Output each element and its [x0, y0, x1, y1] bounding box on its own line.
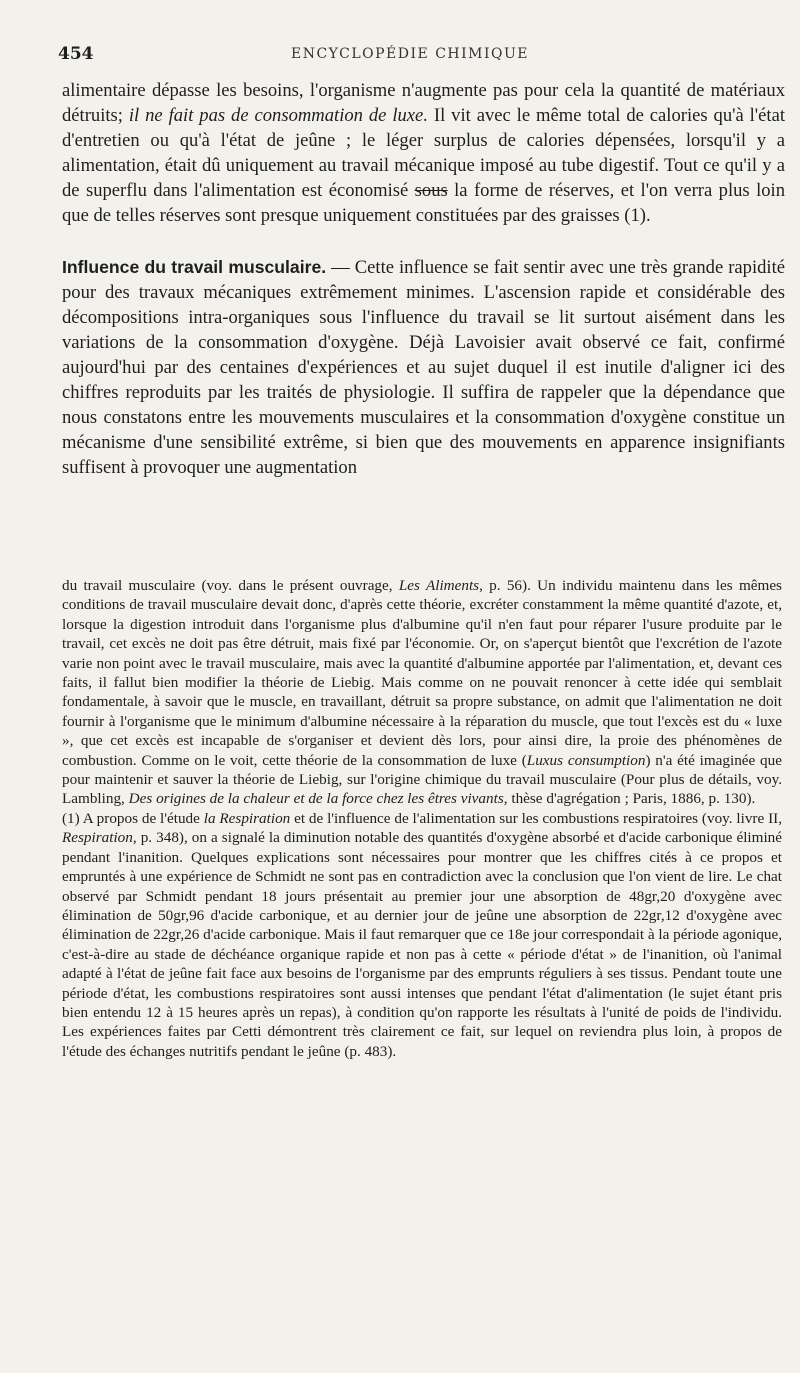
footnotes — [62, 576, 782, 1061]
footnote-text: ) n'a été imaginée que pour maintenir et sauver la théorie de Liebig, sur l'origine chimique du travail musculaire (Pour plus de détails, voy. Lambling, — [62, 751, 782, 808]
running-title: ENCYCLOPÉDIE CHIMIQUE — [290, 46, 530, 62]
footnote-text: et de l'influence de l'alimentation sur les combustions respiratoires (voy. livre II, — [290, 809, 782, 827]
page-number: 454 — [58, 44, 94, 64]
section-paragraph — [62, 255, 785, 481]
section-text: — Cette influence se fait sentir avec une très grande rapidité pour des travaux mécaniques extrêmement minimes. L'ascension rapide et considérable des décompositions intra-organiques sous l'influence du travail se lit surtout aisément dans les variations de la consommation d'oxygène. Déjà Lavoisier avait observé ce fait, confirmé aujourd'hui par des centaines d'expériences et au sujet duquel il est inutile d'aligner ici des chiffres reproduits par les traités de physiologie. Il suffira de rappeler que la dépendance que nous constatons entre les mouvements musculaires et la consommation d'oxygène constitue un mécanisme d'une sensibilité extrême, si bien que des mouvements en apparence insignifiants suffisent à provoquer une augmentation — [62, 256, 786, 479]
page-header — [58, 44, 762, 68]
footnote-italic: la Respiration — [203, 809, 291, 827]
footnote-1 — [62, 809, 782, 1061]
footnote-continued — [62, 576, 782, 809]
paragraph-text: Il vit avec le même total de calories qu'à l'état d'entretien ou qu'à l'état de jeûne ; le léger surplus de calories dépensées, lorsqu'il y a alimentation, était dû uniquement au travail mécanique imposé au tube digestif. Tout ce qu'il y a de superflu dans l'alimentation est économisé — [62, 105, 785, 202]
footnote-text: , p. 56). Un individu maintenu dans les mêmes conditions de travail musculaire devait donc, d'après cette théorie, excréter constamment la même quantité d'azote, et, lorsque la digestion introduit dans l'organisme plus d'albumine qu'il n'en faut pour réparer l'usure produite par le travail, cet excès ne doit pas être détruit, mais fixé par l'économie. Or, on s'aperçut bientôt que l'excrétion de l'azote varie non point avec le travail musculaire, mais avec la quantité d'albumine apportée par l'alimentation, et, devant ces faits, il fallut bien modifier la théorie de Liebig. Mais comme on ne pouvait renoncer à cette idée qui semblait fondamentale, à savoir que le muscle, en travaillant, détruit sa propre substance, on admit que l'alimentation ne doit fournir à l'organisme que le minimum d'albumine nécessaire à la réparation du muscle, que tout l'excès est du « luxe », que cet excès est incapable de s'organiser et devient dès lors, pour ainsi dire, la proie des phénomènes de combustion. Comme on le voit, cette théorie de la consommation de luxe ( — [62, 577, 782, 769]
paragraph-text: la forme de réserves, et l'on verra plus loin que de telles réserves sont presque uniquement constituées par des graisses (1). — [62, 180, 785, 227]
footnote-italic: Les Aliments — [398, 577, 480, 594]
section-heading: Influence du travail musculaire. — [62, 256, 327, 277]
paragraph-continuation — [62, 78, 785, 229]
footnote-text: (1) A propos de l'étude — [62, 809, 204, 827]
footnote-italic: Des origines de la chaleur et de la force chez les êtres vivants — [128, 790, 504, 808]
italic-phrase: il ne fait pas de consommation de luxe. — [128, 105, 428, 127]
footnote-text: du travail musculaire (voy. dans le présent ouvrage, — [62, 577, 399, 594]
main-text — [62, 78, 785, 480]
struck-word: sous — [414, 180, 448, 202]
footnote-italic: Luxus consumption — [526, 751, 646, 769]
paragraph-text: alimentaire dépasse les besoins, l'organisme n'augmente pas pour cela la quantité de matériaux détruits; — [62, 80, 785, 127]
footnote-text: , thèse d'agrégation ; Paris, 1886, p. 130). — [503, 790, 756, 808]
footnote-text: , p. 348), on a signalé la diminution notable des quantités d'oxygène absorbé et d'acide carbonique éliminé pendant l'inanition. Quelques explications sont nécessaires pour montrer que les chiffres cités à ce propos et empruntés à une expérience de Schmidt ne sont pas en contradiction avec la conclusion que l'on vient de lire. Le chat observé par Schmidt pendant 18 jours présentait au premier jour une absorption de 48gr,20 d'oxygène avec élimination de 50gr,96 d'acide carbonique, et au dernier jour de jeûne une absorption de 22gr,12 d'oxygène avec élimination de 22gr,26 d'acide carbonique. Mais il faut remarquer que ce 18e jour correspondait à la période agonique, c'est-à-dire au stade de déchéance organique rapide et non pas à cette « période d'état » de l'inanition, où l'animal adapté à l'état de jeûne fait face aux besoins de l'organisme par des emprunts réguliers à ses tissus. Pendant toute une période d'état, les combustions respiratoires sont aussi intenses que pendant l'état d'alimentation (le sujet étant pris bien entendu 12 à 15 heures après un repas), à condition qu'on rapporte les résultats à l'unité de poids de l'individu. Les expériences faites par Cetti démontrent très clairement ce fait, sur lequel on reviendra plus loin, à propos de l'étude des échanges nutritifs pendant le jeûne (p. 483). — [62, 829, 782, 1060]
footnote-italic: Respiration — [62, 829, 133, 847]
